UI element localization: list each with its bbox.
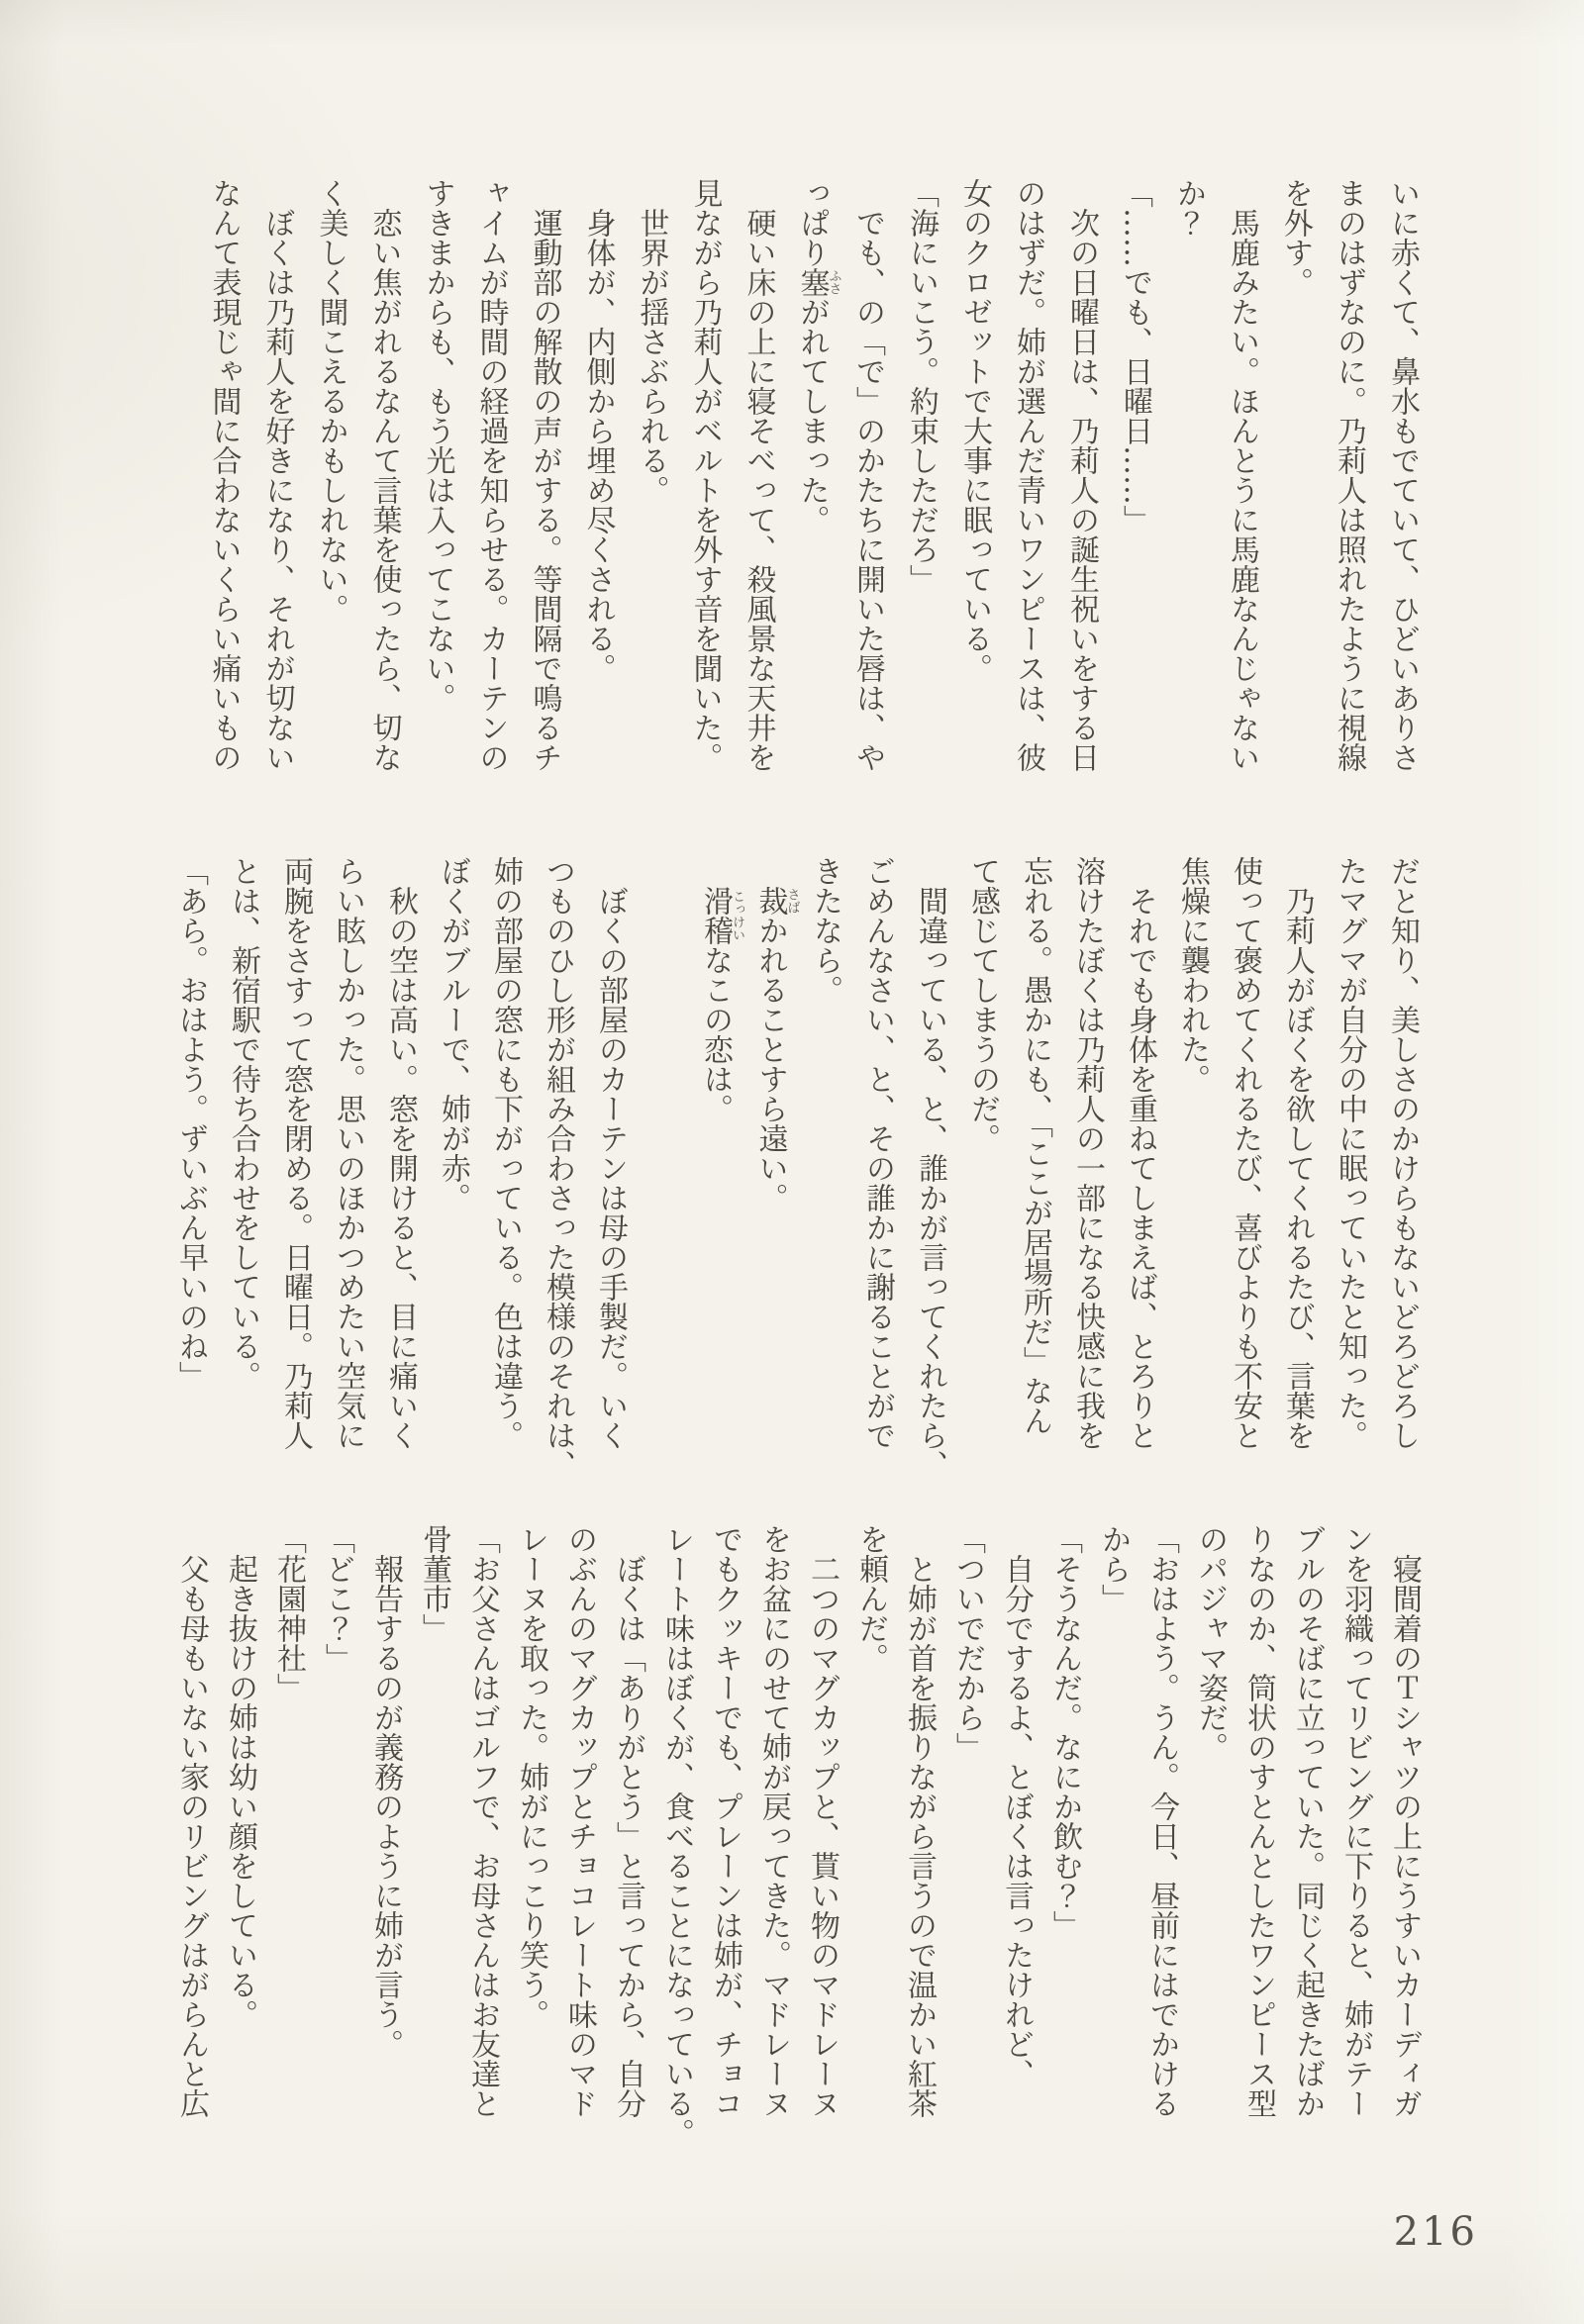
text-column: 自分でするよ、とぼくは言ったけれど、 (999, 1524, 1034, 2088)
text-column: ンを羽織ってリビングに下りると、姉がテー (1338, 1524, 1373, 2118)
text-column: レート味はぼくが、食べることになっている。 (659, 1524, 694, 2148)
text-column: 秋の空は高い。窓を開けると、目に痛いく (383, 856, 418, 1450)
text-column: 「お父さんはゴルフで、お母さんはお友達と (465, 1524, 500, 2118)
text-column: を頼んだ。 (853, 1524, 888, 1673)
text-column: 骨董市」 (417, 1524, 451, 1643)
text-column: 女のクロゼットで大事に眠っている。 (957, 178, 992, 683)
text-column (637, 856, 689, 1480)
text-column: 身体が、内側から埋め尽くされる。 (580, 178, 616, 683)
text-column: を外す。 (1278, 178, 1313, 297)
text-column: すきまからも、もう光は入ってこない。 (420, 178, 455, 713)
text-column: 馬鹿みたい。ほんとうに馬鹿なんじゃない (1225, 178, 1259, 772)
text-column: 「花園神社」 (271, 1524, 306, 1702)
text-column: 「ついでだから」 (950, 1524, 985, 1762)
text-column: 寝間着のＴシャツの上にうすいカーディガ (1387, 1524, 1422, 2118)
text-column: ごめんなさい、と、その誰かに謝ることがで (860, 856, 895, 1450)
text-column: っぱり塞ふさがれてしまった。 (794, 178, 842, 534)
furigana-annotation: 塞ふさ (794, 267, 842, 297)
text-column: 間違っている、と、誰かが言ってくれたら、 (913, 856, 947, 1480)
text-column: 使って褒めてくれるたび、喜びよりも不安と (1228, 856, 1262, 1450)
text-column: 裁さばかれることすら遠い。 (752, 886, 800, 1212)
text-column: をお盆にのせて姉が戻ってきた。マドレーヌ (756, 1524, 791, 2118)
text-column: 父も母もいない家のリビングはがらんと広 (174, 1524, 209, 2118)
text-column: 乃莉人がぼくを欲してくれるたび、言葉を (1280, 856, 1315, 1450)
text-column: でもクッキーでも、プレーンは姉が、チョコ (708, 1524, 742, 2118)
text-column: ぼくがブルーで、姉が赤。 (436, 856, 470, 1212)
text-column: とは、新宿駅で待ち合わせをしている。 (226, 856, 260, 1391)
text-tier-top (197, 178, 1430, 802)
text-column: と姉が首を振りながら言うので温かい紅茶 (902, 1524, 937, 2118)
text-column: 二つのマグカップと、貰い物のマドレーヌ (805, 1524, 840, 2118)
text-column: く美しく聞こえるかもしれない。 (313, 178, 348, 624)
text-column: ブルのそばに立っていた。同じく起きたばか (1290, 1524, 1325, 2118)
text-column: 姉の部屋の窓にも下がっている。色は違う。 (488, 856, 523, 1450)
text-column: でも、の「で」のかたちに開いた唇は、や (850, 178, 885, 772)
text-column: りなのか、筒状のすとんとしたワンピース型 (1241, 1524, 1276, 2118)
text-column: らい眩しかった。思いのほかつめたい空気に (331, 856, 365, 1450)
page-number: 216 (1393, 2209, 1478, 2255)
text-column: なんて表現じゃ間に合わないくらい痛いもの (206, 178, 242, 772)
text-column: まのはずなのに。乃莉人は照れたように視線 (1332, 178, 1366, 772)
text-column: て感じてしまうのだ。 (965, 856, 1000, 1153)
text-column: 「あら。おはよう。ずいぶん早いのね」 (173, 856, 208, 1391)
text-column: のぶんのマグカップとチョコレート味のマド (562, 1524, 597, 2118)
text-column: それでも身体を重ねてしまえば、とろりと (1123, 856, 1157, 1450)
text-column: 滑稽こっけいなこの恋は。 (698, 886, 744, 1123)
text-column: のはずだ。姉が選んだ青いワンピースは、彼 (1011, 178, 1045, 772)
text-column: 見ながら乃莉人がベルトを外す音を聞いた。 (687, 178, 723, 772)
text-column: 「……でも、日曜日……」 (1118, 178, 1152, 534)
text-column: ぼくは乃莉人を好きになり、それが切ない (259, 178, 295, 772)
text-tier-bottom (167, 1524, 1429, 2148)
text-column: 報告するのが義務のように姉が言う。 (368, 1524, 403, 2059)
text-column: のパジャマ姿だ。 (1193, 1524, 1228, 1762)
text-column: だと知り、美しさのかけらもないどろどろし (1385, 856, 1420, 1450)
text-column: ャイムが時間の経過を知らせる。カーテンの (473, 178, 509, 772)
text-tier-middle (164, 856, 1429, 1480)
text-column: いに赤くて、鼻水もでていて、ひどいありさ (1385, 178, 1420, 772)
furigana-annotation: 裁さば (752, 886, 800, 916)
text-column: つものひし形が組み合わさった模様のそれは、 (541, 856, 575, 1480)
furigana-annotation: 滑稽こっけい (698, 886, 744, 945)
text-column: 起き抜けの姉は幼い顔をしている。 (223, 1524, 257, 2029)
text-column: 忘れる。愚かにも、「ここが居場所だ」なん (1018, 856, 1052, 1435)
text-column: 溶けたぼくは乃莉人の一部になる快感に我を (1070, 856, 1105, 1450)
text-column: 「おはよう。うん。今日、昼前にはでかける (1144, 1524, 1179, 2118)
text-column: 焦燥に襲われた。 (1175, 856, 1210, 1094)
text-column: か？ (1171, 178, 1206, 238)
text-column: 「どこ？」 (320, 1524, 354, 1673)
text-column: ぼくは「ありがとう」と言ってから、自分 (611, 1524, 645, 2118)
text-column: 次の日曜日は、乃莉人の誕生祝いをする日 (1064, 178, 1099, 772)
text-column: きたなら。 (808, 856, 842, 1005)
text-column: たマグマが自分の中に眠っていたと知った。 (1333, 856, 1367, 1450)
text-column: ぼくの部屋のカーテンは母の手製だ。いく (593, 856, 628, 1450)
text-column: 両腕をさすって窓を閉める。日曜日。乃莉人 (278, 856, 313, 1450)
text-column: 運動部の解散の声がする。等間隔で鳴るチ (527, 178, 562, 772)
text-column: 「そうなんだ。なにか飲む？」 (1047, 1524, 1082, 1940)
text-column: 硬い床の上に寝そべって、殺風景な天井を (741, 178, 776, 772)
text-column: 恋い焦がれるなんて言葉を使ったら、切な (366, 178, 402, 772)
text-column: レーヌを取った。姉がにっこり笑う。 (514, 1524, 548, 2029)
text-column: 世界が揺さぶられる。 (634, 178, 669, 505)
text-column: から」 (1096, 1524, 1131, 1613)
text-column: 「海にいこう。約束しただろ」 (904, 178, 939, 594)
